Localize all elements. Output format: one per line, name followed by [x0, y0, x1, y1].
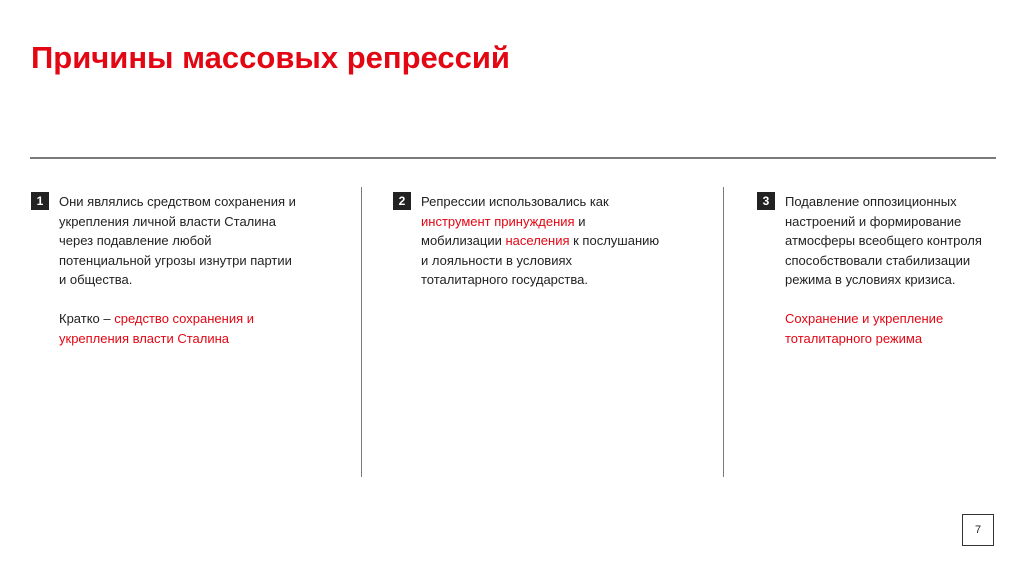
cause-text-3 — [785, 192, 985, 348]
column-divider-2 — [723, 187, 724, 477]
slide-title: Причины массовых репрессий — [31, 40, 510, 75]
cause-text-2 — [421, 192, 661, 290]
page-number: 7 — [962, 514, 994, 546]
cause-3-summary: Сохранение и укрепление тоталитарного режима — [785, 310, 944, 346]
cause-1-main: Они являлись средством сохранения и укрепления личной власти Сталина через подавление любой потенциальной угрозы изнутри партии и общества. — [59, 194, 296, 288]
cause-2-text-2: и мобилизации — [421, 213, 586, 249]
cause-2-main — [421, 192, 661, 290]
cause-1-summary — [59, 309, 299, 348]
cause-3-main: Подавление оппозиционных настроений и формирование атмосферы всеобщего контроля способствовали стабилизации режима в условиях кризиса. — [785, 194, 982, 288]
cause-1-summary-prefix: Кратко – — [59, 310, 115, 326]
cause-2-highlight-2: населения — [505, 233, 570, 249]
column-divider-1 — [361, 187, 362, 477]
number-badge-1: 1 — [31, 192, 49, 210]
number-badge-3: 3 — [757, 192, 775, 210]
cause-2-highlight-1: инструмент принуждения — [421, 213, 575, 229]
title-divider — [30, 157, 996, 159]
cause-2-text-3: к послушанию и лояльности в условиях тоталитарного государства. — [421, 233, 660, 288]
number-badge-2: 2 — [393, 192, 411, 210]
cause-2-text-1: Репрессии использовались как — [421, 194, 609, 209]
cause-text-1 — [59, 192, 299, 348]
cause-1-summary-highlight: средство сохранения и укрепления власти Сталина — [59, 310, 254, 346]
